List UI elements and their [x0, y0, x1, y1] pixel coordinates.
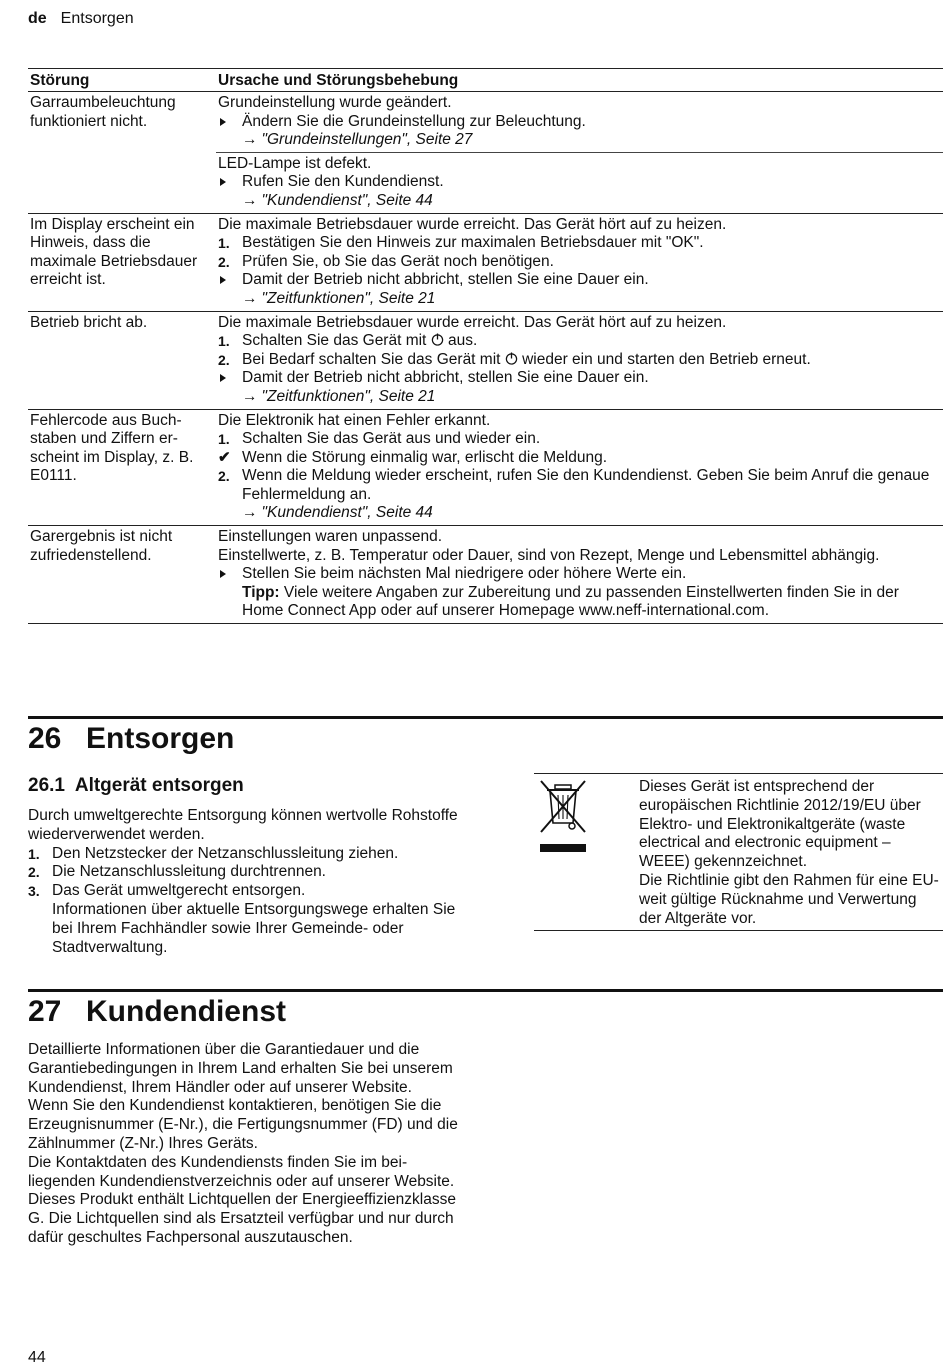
checkmark-icon: ✔ [218, 448, 231, 466]
cause-cell [216, 526, 943, 624]
header-section: Entsorgen [60, 10, 134, 27]
step-item: 2. Prüfen Sie, ob Sie das Gerät noch benötigen. [218, 252, 554, 270]
detail-text: Einstellwerte, z. B. Temperatur oder Dauer, sind von Rezept, Menge und Lebensmittel abhängig. [218, 546, 880, 564]
step-item: 1. Bestätigen Sie den Hinweis zur maximalen Betriebsdauer mit "OK". [218, 234, 704, 252]
table-row [28, 409, 943, 526]
disposal-section-body [28, 807, 468, 957]
table-row [28, 311, 943, 409]
step-item: 1. Schalten Sie das Gerät mit aus. [218, 332, 478, 350]
action-item: Rufen Sie den Kundendienst. [218, 173, 940, 192]
step-item: 1. Den Netzstecker der Netzanschlussleitung ziehen. [28, 844, 399, 862]
section-divider [28, 716, 943, 719]
weee-paragraph: Dieses Gerät ist entsprechend der europäischen Richtlinie 2012/19/EU über Elektro- und Elektronikaltgeräte (waste electrical and electronic equipment – WEEE) gekennzeichnet. [639, 778, 921, 871]
cause-text: Die Elektronik hat einen Fehler erkannt. [218, 411, 491, 429]
column-header-cause: Ursache und Störungsbehebung [216, 69, 943, 92]
arrow-right-icon: → [242, 289, 258, 307]
bullet-triangle-icon [220, 178, 226, 186]
cause-cell [216, 409, 943, 526]
fault-cell: Garraumbeleuchtung funktioniert nicht. [28, 92, 216, 214]
cross-reference-link[interactable]: → "Kundendienst", Seite 44 [242, 504, 433, 522]
step-item: 2. Wenn die Meldung wieder erscheint, rufen Sie den Kundendienst. Geben Sie beim Anruf die genaue Fehlermeldung an. [218, 467, 930, 503]
cause-text: Einstellungen waren unpassend. [218, 528, 443, 546]
bullet-triangle-icon [220, 118, 226, 126]
cause-cell [216, 311, 943, 409]
weee-paragraph: Die Richtlinie gibt den Rahmen für eine EU-weit gültige Rücknahme und Verwertung der Altgeräte vor. [639, 871, 939, 927]
result-item: ✔ Wenn die Störung einmalig war, erlischt die Meldung. [218, 448, 608, 466]
cause-cell [216, 152, 943, 213]
bullet-triangle-icon [220, 374, 226, 382]
crossed-out-bin-icon [538, 778, 588, 856]
fault-cell: Garergebnis ist nicht zufriedenstellend. [28, 526, 216, 624]
column-header-fault: Störung [28, 69, 216, 92]
cross-reference-link[interactable]: → "Zeitfunktionen", Seite 21 [242, 387, 436, 405]
cause-text: LED-Lampe ist defekt. [218, 154, 372, 172]
paragraph: Detaillierte Informationen über die Garantiedauer und die Garantiebedingungen in Ihrem Land erhalten Sie bei unserem Kundendienst, Ihrem Händler oder auf unserer Website. [28, 1041, 453, 1096]
weee-text [639, 778, 939, 928]
tip-note: Tipp: Viele weitere Angaben zur Zubereitung und zu passenden Einstellwerten finden Sie in der Home Connect App oder auf unserer Homepage www.neff-international.com. [242, 583, 899, 620]
action-item: Ändern Sie die Grundeinstellung zur Beleuchtung. [218, 113, 940, 132]
cross-reference-link[interactable]: → "Grundeinstellungen", Seite 27 [242, 131, 473, 149]
step-item: 3. Das Gerät umweltgerecht entsorgen. [28, 882, 306, 900]
cause-text: Die maximale Betriebsdauer wurde erreicht. Das Gerät hört auf zu heizen. [218, 313, 727, 331]
bullet-triangle-icon [220, 570, 226, 578]
cross-reference-link[interactable]: → "Zeitfunktionen", Seite 21 [242, 289, 436, 307]
action-item: Stellen Sie beim nächsten Mal niedrigere oder höhere Werte ein. [218, 565, 940, 584]
power-icon [505, 352, 518, 365]
paragraph: Die Kontaktdaten des Kundendiensts finden Sie im beiliegenden Kundendienstverzeichnis oder auf unserer Website. [28, 1153, 455, 1190]
cause-cell [216, 92, 943, 153]
customer-service-body [28, 1041, 468, 1248]
action-item: Damit der Betrieb nicht abbricht, stellen Sie eine Dauer ein. [218, 271, 940, 290]
arrow-right-icon: → [242, 191, 258, 209]
arrow-right-icon: → [242, 131, 258, 149]
page-number: 44 [28, 1349, 46, 1366]
step-item: 1. Schalten Sie das Gerät aus und wieder ein. [218, 430, 541, 448]
step-item: 2. Die Netzanschlussleitung durchtrennen. [28, 863, 326, 881]
table-row [28, 213, 943, 311]
section-heading-27: 27 Kundendienst [28, 995, 286, 1028]
power-icon [431, 333, 444, 346]
paragraph: Dieses Produkt enthält Lichtquellen der Energieeffizienzklasse G. Die Lichtquellen sind als Ersatzteil verfügbar und nur durch dafür geschultes Fachpersonal auszutauschen. [28, 1191, 456, 1246]
section-heading-26: 26 Entsorgen [28, 722, 235, 755]
section-divider [28, 989, 943, 992]
subsection-heading-26-1: 26.1 Altgerät entsorgen [28, 775, 244, 796]
fault-cell: Fehlercode aus Buchstaben und Ziffern erscheint im Display, z. B. E0111. [28, 409, 216, 526]
weee-notice [534, 773, 943, 931]
step-item: 2. Bei Bedarf schalten Sie das Gerät mit wieder ein und starten den Betrieb erneut. [218, 350, 811, 368]
fault-cell: Betrieb bricht ab. [28, 311, 216, 409]
bullet-triangle-icon [220, 276, 226, 284]
troubleshooting-table [28, 68, 943, 624]
language-code: de [28, 10, 47, 27]
table-row [28, 526, 943, 624]
table-row [28, 92, 943, 153]
arrow-right-icon: → [242, 387, 258, 405]
page-header [28, 10, 134, 28]
intro-text: Durch umweltgerechte Entsorgung können wertvolle Rohstoffe wiederverwendet werden. [28, 807, 458, 843]
fault-cell: Im Display erscheint ein Hinweis, dass die maximale Betriebsdauer erreicht ist. [28, 213, 216, 311]
cause-text: Die maximale Betriebsdauer wurde erreicht. Das Gerät hört auf zu heizen. [218, 215, 727, 233]
table-header-row [28, 69, 943, 92]
note-text: Informationen über aktuelle Entsorgungswege erhalten Sie bei Ihrem Fachhändler sowie Ihrer Gemeinde- oder Stadtverwaltung. [52, 900, 456, 956]
paragraph: Wenn Sie den Kundendienst kontaktieren, benötigen Sie die Erzeugnisnummer (E-Nr.), die Fertigungsnummer (FD) und die Zählnummer (Z-Nr.) Ihres Geräts. [28, 1097, 458, 1152]
arrow-right-icon: → [242, 504, 258, 522]
cause-text: Grundeinstellung wurde geändert. [218, 94, 452, 111]
cross-reference-link[interactable]: → "Kundendienst", Seite 44 [242, 191, 433, 209]
action-item: Damit der Betrieb nicht abbricht, stellen Sie eine Dauer ein. [218, 369, 940, 388]
cause-cell [216, 213, 943, 311]
